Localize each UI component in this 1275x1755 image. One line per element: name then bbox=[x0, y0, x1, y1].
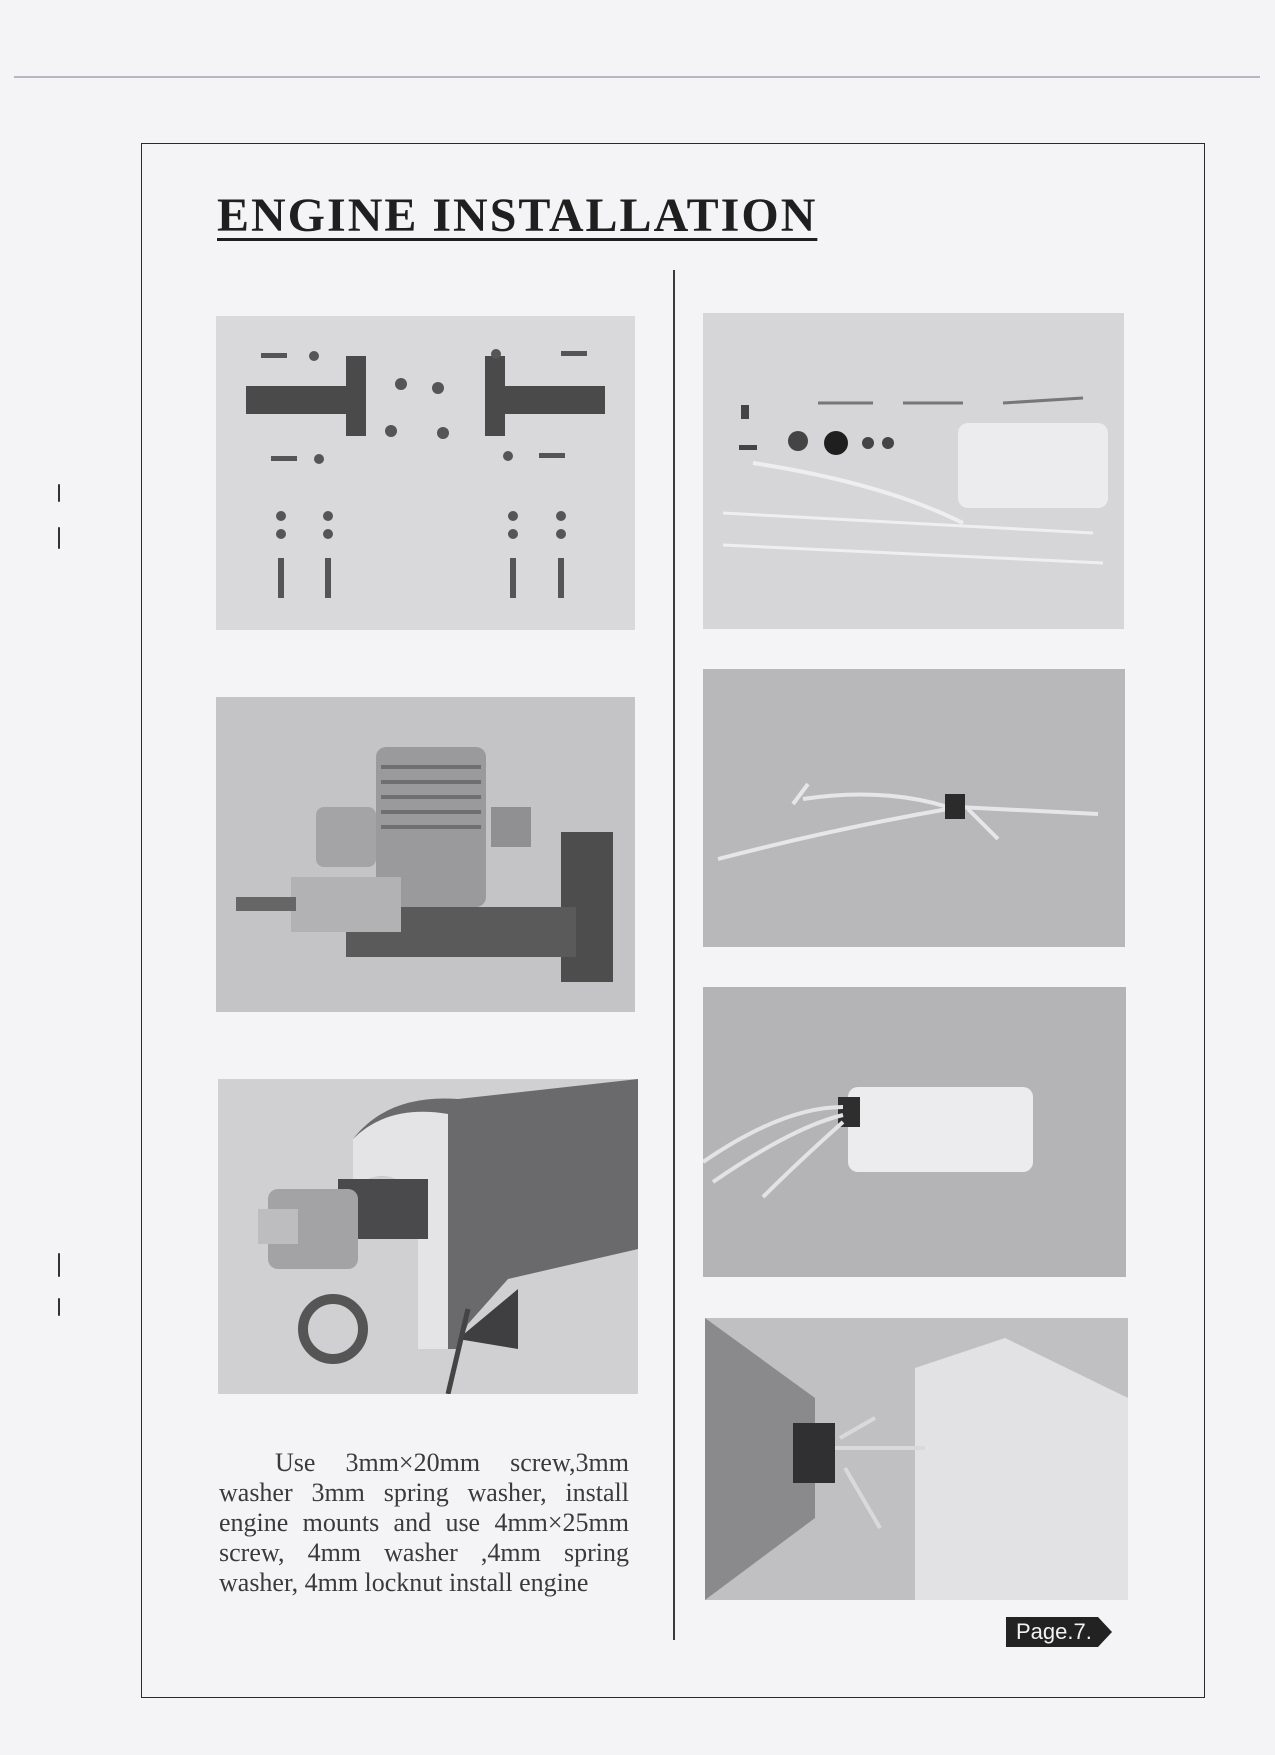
binding-mark bbox=[58, 1253, 60, 1277]
photo-engine-on-mounts bbox=[216, 697, 635, 1012]
photo-stopper-in-tank bbox=[703, 987, 1126, 1277]
page-number-badge bbox=[1006, 1617, 1112, 1647]
binding-mark bbox=[58, 1298, 60, 1316]
column-divider bbox=[673, 270, 675, 1640]
photo-engine-installed-fuselage bbox=[218, 1079, 638, 1394]
photo-tightening-stopper bbox=[705, 1318, 1128, 1600]
page-arrow-icon bbox=[1098, 1617, 1112, 1647]
instruction-text: Use 3mm×20mm screw,3mm washer 3mm spring washer, install engine mounts and use 4mm×25mm screw, 4mm washer ,4mm spring washer, 4mm locknut install engine bbox=[219, 1448, 629, 1597]
page-title: ENGINE INSTALLATION bbox=[217, 189, 818, 242]
photo-engine-mount-parts bbox=[216, 316, 635, 630]
photo-fuel-line-assembly bbox=[703, 669, 1125, 947]
scan-edge bbox=[14, 76, 1260, 78]
photo-fuel-tank-parts bbox=[703, 313, 1124, 629]
binding-mark bbox=[58, 527, 60, 549]
page-number-label: Page.7. bbox=[1006, 1617, 1098, 1647]
binding-mark bbox=[58, 484, 60, 502]
